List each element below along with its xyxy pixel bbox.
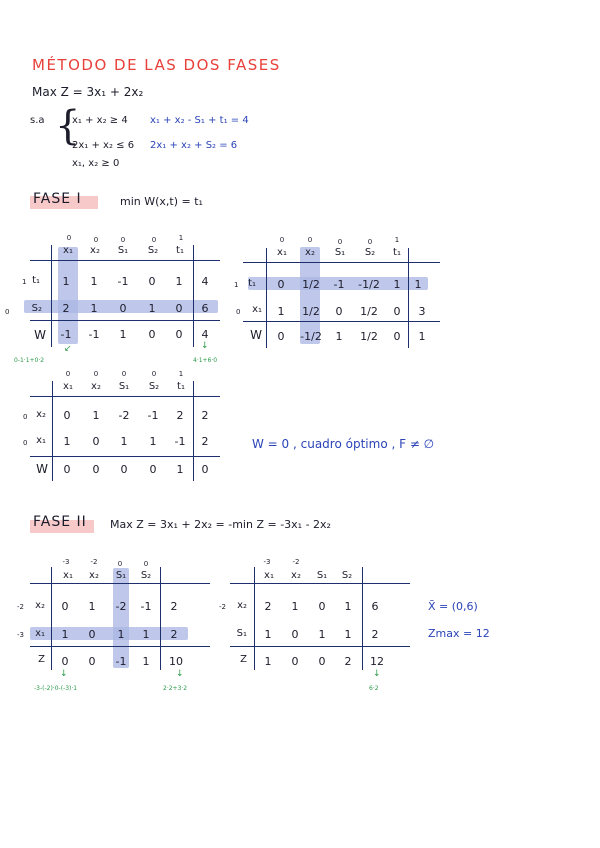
table-cell: -1/2 xyxy=(358,278,380,291)
row-label-t1: t₁ xyxy=(32,275,40,286)
cost-x2: -2 xyxy=(90,558,98,566)
table-cell: -1/2 xyxy=(300,330,322,343)
header-s2: S₂ xyxy=(148,381,160,392)
standard-form-2: 2x₁ + x₂ + S₂ = 6 xyxy=(150,140,238,151)
standard-form-1: x₁ + x₂ - S₁ + t₁ = 4 xyxy=(150,115,249,126)
table-cell: 1 xyxy=(90,275,98,288)
table-cell: 0 xyxy=(63,463,71,476)
cost-x2: 0 xyxy=(93,370,99,378)
constraint-2: 2x₁ + x₂ ≤ 6 xyxy=(72,140,135,151)
row-label-w: W xyxy=(36,462,48,476)
table-cell: 1 xyxy=(63,435,71,448)
table-cell: -1 xyxy=(333,278,345,291)
rhs-cell: 6 xyxy=(201,302,209,315)
tableau-header-line xyxy=(30,260,220,261)
table-cell: 1 xyxy=(344,600,352,613)
header-x2: x₂ xyxy=(89,570,99,581)
arrow-down-icon: ↙ xyxy=(64,344,72,354)
tableau-w-line xyxy=(30,456,220,457)
table-cell: -1 xyxy=(140,600,152,613)
optimal-value: Zmax = 12 xyxy=(428,627,490,640)
cost-s2: 0 xyxy=(151,370,157,378)
row-label-z: Z xyxy=(38,654,45,665)
row-label-w: W xyxy=(34,328,46,342)
row-cost: -2 xyxy=(219,603,226,611)
table-cell: 1 xyxy=(120,435,128,448)
phase1-label: FASE I xyxy=(33,191,82,207)
table-cell: 0 xyxy=(63,409,71,422)
table-cell: 1 xyxy=(264,628,272,641)
table-cell: -2 xyxy=(118,409,130,422)
table-cell: 1 xyxy=(393,278,401,291)
cost-x1: 0 xyxy=(65,370,71,378)
table-cell: 2 xyxy=(264,600,272,613)
cost-x1: 0 xyxy=(66,234,72,242)
tableau-left-line xyxy=(266,248,267,348)
table-cell: 0 xyxy=(88,628,96,641)
cost-t1: 1 xyxy=(394,236,400,244)
header-s1: S₁ xyxy=(118,381,130,392)
phase1-objective: min W(x,t) = t₁ xyxy=(120,195,203,208)
tableau-left-line xyxy=(51,245,52,347)
table-cell: -2 xyxy=(115,600,127,613)
row-cost: 0 xyxy=(23,439,28,447)
row-cost: 0 xyxy=(23,413,28,421)
rhs-cell: 2 xyxy=(170,628,178,641)
table-cell: 1/2 xyxy=(302,305,320,318)
table-cell: 0 xyxy=(318,600,326,613)
cost-s2: 0 xyxy=(143,560,149,568)
table-cell: 1 xyxy=(119,328,127,341)
cost-s1: 0 xyxy=(121,370,127,378)
arrow-down-icon: ↓ xyxy=(60,669,68,679)
header-s2: S₂ xyxy=(147,245,159,256)
rhs-cell: 4 xyxy=(201,275,209,288)
header-t1: t₁ xyxy=(393,247,401,258)
table-cell: 1 xyxy=(335,330,343,343)
tableau-header-line xyxy=(243,262,440,263)
table-cell: 1 xyxy=(176,463,184,476)
header-x1: x₁ xyxy=(63,245,73,256)
header-x2: x₂ xyxy=(291,570,301,581)
rhs-cell: 0 xyxy=(201,463,209,476)
row-cost: 1 xyxy=(234,281,239,289)
header-s2: S₂ xyxy=(364,247,376,258)
constraint-nonneg: x₁, x₂ ≥ 0 xyxy=(72,158,120,169)
header-s2: S₂ xyxy=(341,570,353,581)
phase2-objective: Max Z = 3x₁ + 2x₂ = -min Z = -3x₁ - 2x₂ xyxy=(110,518,331,531)
tableau-right-line xyxy=(362,567,363,670)
calc-note-left: 0-1·1+0·2 xyxy=(14,357,45,364)
table-cell: 1 xyxy=(344,628,352,641)
table-cell: 1 xyxy=(277,305,285,318)
table-cell: -1 xyxy=(117,275,129,288)
phase1-conclusion: W = 0 , cuadro óptimo , F ≠ ∅ xyxy=(252,437,435,451)
table-cell: 1 xyxy=(175,275,183,288)
table-cell: 1 xyxy=(264,655,272,668)
table-cell: 0 xyxy=(88,655,96,668)
calc-note-right: 6·2 xyxy=(369,685,379,692)
rhs-cell: 2 xyxy=(201,409,209,422)
cost-s1: 0 xyxy=(120,236,126,244)
header-x2: x₂ xyxy=(90,245,100,256)
table-cell: 1 xyxy=(149,435,157,448)
row-label-x2: x₂ xyxy=(237,600,247,611)
tableau-w-line xyxy=(243,321,440,322)
tableau-z-line xyxy=(230,646,410,647)
header-t1: t₁ xyxy=(177,381,185,392)
cost-x1: -3 xyxy=(263,558,271,566)
rhs-cell: 2 xyxy=(201,435,209,448)
rhs-cell: 12 xyxy=(370,655,384,668)
row-label-x2: x₂ xyxy=(35,600,45,611)
arrow-down-icon: ↓ xyxy=(201,341,209,351)
rhs-cell: 2 xyxy=(371,628,379,641)
rhs-cell: 4 xyxy=(201,328,209,341)
header-s1: S₁ xyxy=(316,570,328,581)
tableau-header-line xyxy=(30,396,220,397)
header-x2: x₂ xyxy=(305,247,315,258)
rhs-cell: 10 xyxy=(169,655,183,668)
cost-s2: 0 xyxy=(367,238,373,246)
header-x1: x₁ xyxy=(264,570,274,581)
row-label-x2: x₂ xyxy=(36,409,46,420)
rhs-cell: 6 xyxy=(371,600,379,613)
row-cost: -2 xyxy=(17,603,24,611)
tableau-left-line xyxy=(51,567,52,670)
calc-note-right: 4·1+6·0 xyxy=(193,357,218,364)
table-cell: -1 xyxy=(115,655,127,668)
table-cell: -1 xyxy=(174,435,186,448)
row-cost: -3 xyxy=(17,631,24,639)
table-cell: 2 xyxy=(344,655,352,668)
header-s1: S₁ xyxy=(334,247,346,258)
rhs-cell: 1 xyxy=(414,278,422,291)
row-label-x1: x₁ xyxy=(252,304,262,315)
cost-x2: 0 xyxy=(93,236,99,244)
table-cell: 0 xyxy=(148,328,156,341)
rhs-cell: 3 xyxy=(418,305,426,318)
table-cell: 0 xyxy=(61,600,69,613)
table-cell: 1 xyxy=(318,628,326,641)
subject-to-label: s.a xyxy=(30,115,45,126)
cost-t1: 1 xyxy=(178,234,184,242)
phase2-label: FASE II xyxy=(33,514,87,530)
row-cost: 0 xyxy=(236,308,241,316)
table-cell: 0 xyxy=(120,463,128,476)
row-label-x1: x₁ xyxy=(35,628,45,639)
table-cell: 0 xyxy=(148,275,156,288)
tableau-left-line xyxy=(52,381,53,481)
table-cell: 2 xyxy=(176,409,184,422)
page-title: MÉTODO DE LAS DOS FASES xyxy=(32,56,281,74)
tableau-left-line xyxy=(254,567,255,670)
arrow-down-icon: ↓ xyxy=(373,669,381,679)
tableau-header-line xyxy=(230,583,410,584)
table-cell: 1 xyxy=(61,628,69,641)
table-cell: 0 xyxy=(92,435,100,448)
cost-x1: 0 xyxy=(279,236,285,244)
table-cell: 1 xyxy=(88,600,96,613)
table-cell: 0 xyxy=(291,628,299,641)
row-label-z: Z xyxy=(240,654,247,665)
table-cell: -1 xyxy=(60,328,72,341)
table-cell: 0 xyxy=(318,655,326,668)
constraint-brace: { xyxy=(55,103,81,149)
table-cell: 0 xyxy=(175,328,183,341)
tableau-w-line xyxy=(30,320,220,321)
table-cell: 0 xyxy=(291,655,299,668)
header-s1: S₁ xyxy=(117,245,129,256)
cost-x1: -3 xyxy=(62,558,70,566)
tableau-header-line xyxy=(30,583,210,584)
header-x2: x₂ xyxy=(91,381,101,392)
cost-x2: 0 xyxy=(307,236,313,244)
cost-s2: 0 xyxy=(151,236,157,244)
table-cell: 1 xyxy=(148,302,156,315)
table-cell: 1/2 xyxy=(302,278,320,291)
table-cell: 1 xyxy=(92,409,100,422)
table-cell: 0 xyxy=(393,305,401,318)
header-t1: t₁ xyxy=(176,245,184,256)
arrow-down-icon: ↓ xyxy=(176,669,184,679)
tableau-right-line xyxy=(160,567,161,670)
header-x1: x₁ xyxy=(63,570,73,581)
cost-t1: 1 xyxy=(178,370,184,378)
header-s2: S₂ xyxy=(140,570,152,581)
table-cell: -1 xyxy=(88,328,100,341)
table-cell: 0 xyxy=(61,655,69,668)
table-cell: 0 xyxy=(393,330,401,343)
table-cell: 0 xyxy=(92,463,100,476)
table-cell: 2 xyxy=(62,302,70,315)
header-x1: x₁ xyxy=(277,247,287,258)
table-cell: 1 xyxy=(291,600,299,613)
row-cost: 0 xyxy=(5,308,10,316)
table-cell: 0 xyxy=(277,278,285,291)
table-cell: 1 xyxy=(90,302,98,315)
table-cell: 0 xyxy=(277,330,285,343)
row-cost: 1 xyxy=(22,278,27,286)
row-label-w: W xyxy=(250,328,262,342)
rhs-cell: 2 xyxy=(170,600,178,613)
table-cell: 0 xyxy=(119,302,127,315)
rhs-cell: 1 xyxy=(418,330,426,343)
table-cell: 0 xyxy=(149,463,157,476)
table-cell: 0 xyxy=(175,302,183,315)
row-label-s1: S₁ xyxy=(236,628,247,639)
table-cell: 1/2 xyxy=(360,330,378,343)
calc-note-left: -3-(-2)·0-(-3)·1 xyxy=(34,685,78,692)
table-cell: 1 xyxy=(117,628,125,641)
table-cell: 1 xyxy=(62,275,70,288)
row-label-t1: t₁ xyxy=(248,278,256,289)
objective-function: Max Z = 3x₁ + 2x₂ xyxy=(32,85,144,99)
optimal-solution: X̄ = (0,6) xyxy=(428,600,478,613)
cost-x2: -2 xyxy=(292,558,300,566)
table-cell: 0 xyxy=(335,305,343,318)
table-cell: 1 xyxy=(142,628,150,641)
cost-s1: 0 xyxy=(337,238,343,246)
row-label-s2: S₂ xyxy=(31,303,42,314)
table-cell: 1/2 xyxy=(360,305,378,318)
header-x1: x₁ xyxy=(63,381,73,392)
header-s1: S₁ xyxy=(115,570,127,581)
table-cell: -1 xyxy=(147,409,159,422)
calc-note-right: 2·2+3·2 xyxy=(163,685,188,692)
table-cell: 1 xyxy=(142,655,150,668)
tableau-z-line xyxy=(30,646,210,647)
cost-s1: 0 xyxy=(117,560,123,568)
constraint-1: x₁ + x₂ ≥ 4 xyxy=(72,115,128,126)
row-label-x1: x₁ xyxy=(36,435,46,446)
